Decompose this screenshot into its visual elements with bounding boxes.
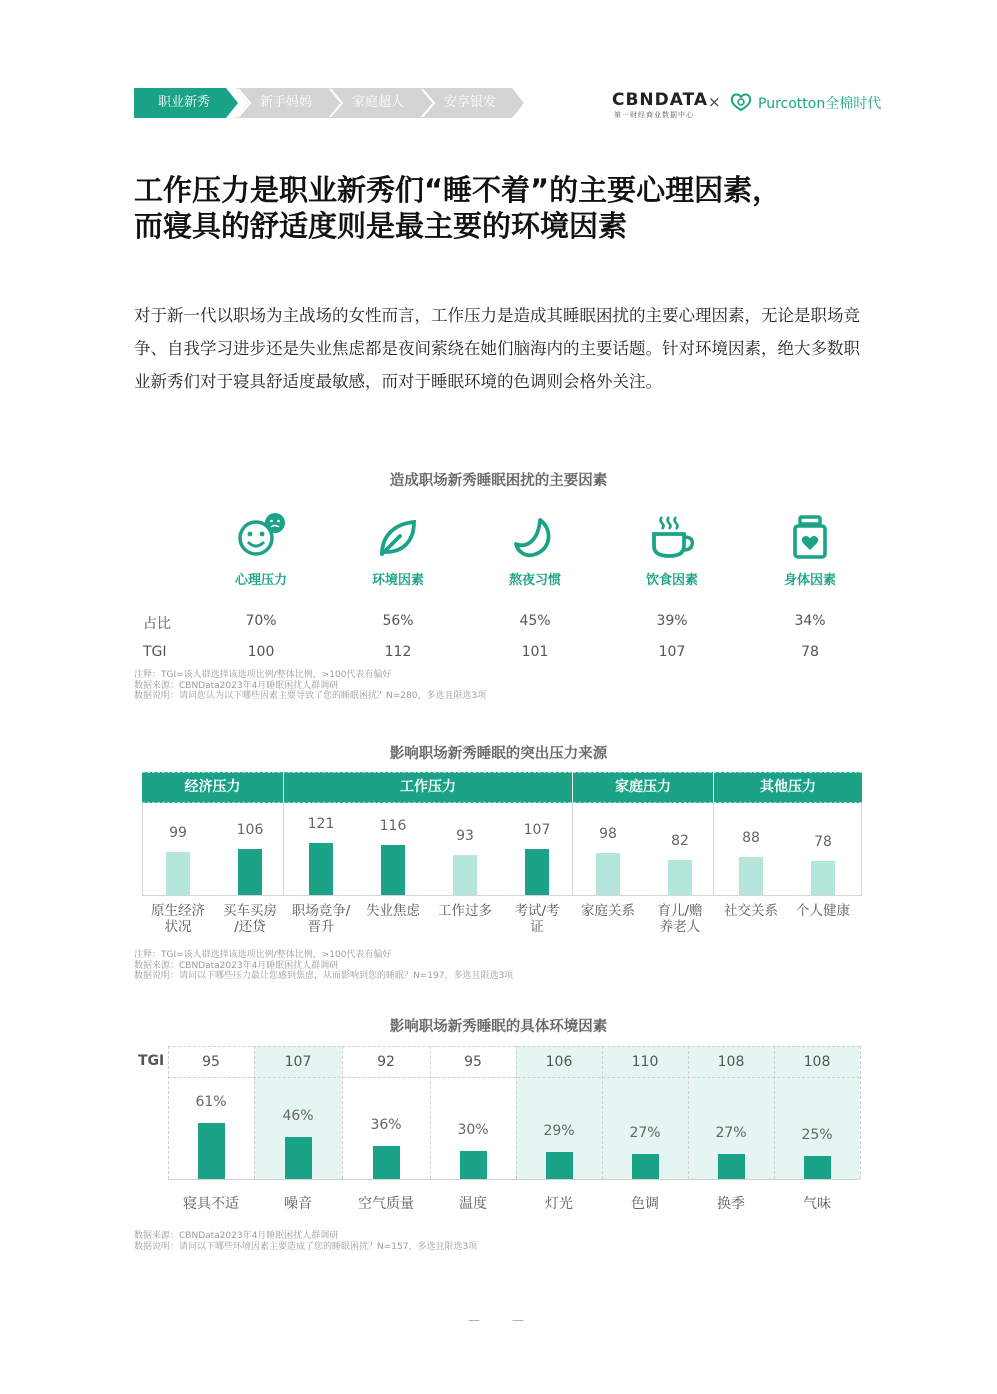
tgi-value: 101 — [521, 644, 549, 660]
label-line: 社交关系 — [724, 903, 778, 919]
stress-bar-value: 93 — [456, 828, 474, 845]
env-bar — [632, 1154, 659, 1179]
stress-category-label — [214, 903, 286, 935]
note-line: 数据说明：请问以下哪些环境因素主要造成了您的睡眠困扰？N=157，多选且限选3项 — [134, 1241, 478, 1252]
env-bar-value: 36% — [370, 1116, 402, 1133]
note-line: 注释：TGI=该人群选择该选项比例/整体比例，>100代表有偏好 — [134, 950, 392, 960]
factor-label-env: 环境因素 — [371, 573, 424, 588]
env-bar — [198, 1123, 225, 1179]
title-line-1: 工作压力是职业新秀们“睡不着”的主要心理因素， — [134, 173, 782, 207]
label-line: 家庭关系 — [581, 903, 635, 919]
moon-icon — [512, 516, 560, 560]
tgi-value: 106 — [545, 1054, 573, 1070]
env-bar-value: 30% — [457, 1122, 489, 1139]
group-header-other: 其他压力 — [714, 772, 862, 803]
chart3-title: 影响职场新秀睡眠的具体环境因素 — [389, 1019, 608, 1035]
tgi-value: 107 — [658, 644, 686, 660]
group-header-economic: 经济压力 — [142, 772, 283, 803]
tgi-value: 108 — [717, 1054, 745, 1070]
stress-bar-value: 78 — [814, 834, 832, 851]
env-bar-value: 27% — [629, 1125, 661, 1142]
pill-bottle-icon — [792, 514, 828, 560]
stress-bar — [811, 861, 835, 895]
label-line: 买车买房 — [223, 903, 277, 919]
stress-category-label — [787, 903, 859, 919]
factor-label-body: 身体因素 — [783, 573, 836, 588]
stress-bar-value: 82 — [671, 832, 689, 849]
tgi-value: 107 — [284, 1054, 312, 1070]
env-bar-value: 29% — [543, 1123, 575, 1140]
label-line: 职场竞争/ — [291, 903, 351, 919]
env-bar — [285, 1137, 312, 1179]
stress-bar — [668, 860, 692, 895]
env-category-label: 灯光 — [545, 1196, 573, 1212]
stress-bar-value: 106 — [236, 822, 264, 839]
row-label-tgi: TGI — [143, 644, 167, 660]
tgi-value: 78 — [801, 644, 819, 660]
stress-bar — [166, 852, 190, 895]
stress-bar-value: 99 — [169, 825, 187, 842]
note-line: 数据来源：CBNData2023年4月睡眠困扰人群调研 — [134, 960, 339, 971]
chart2-title: 影响职场新秀睡眠的突出压力来源 — [389, 746, 608, 762]
stress-bar — [596, 853, 620, 895]
factor-label-psych: 心理压力 — [234, 573, 287, 588]
stress-bar-value: 107 — [523, 822, 551, 839]
tgi-row-label: TGI — [138, 1053, 165, 1069]
env-category-label: 寝具不适 — [183, 1196, 239, 1212]
env-bar — [718, 1154, 745, 1179]
group-divider — [861, 803, 862, 895]
share-value: 70% — [245, 613, 277, 629]
factor-label-latenight: 熬夜习惯 — [508, 573, 561, 588]
nav-tab-mom[interactable] — [236, 88, 328, 118]
stress-bar — [381, 845, 405, 895]
label-line: /还贷 — [234, 919, 266, 935]
share-value: 39% — [656, 613, 688, 629]
stress-bar — [525, 849, 549, 895]
purcotton-logo-icon — [730, 92, 752, 112]
tgi-value: 100 — [247, 644, 275, 660]
stress-bar — [453, 855, 477, 895]
label-line: 养老人 — [659, 919, 701, 935]
label-line: 育儿/赡 — [657, 903, 703, 919]
env-category-label: 噪音 — [284, 1196, 312, 1212]
nav-tab-label: 安享银发 — [444, 95, 497, 110]
tgi-value: 110 — [631, 1054, 659, 1070]
env-category-label: 换季 — [717, 1196, 745, 1212]
env-category-label: 温度 — [459, 1196, 487, 1212]
coffee-cup-icon — [650, 514, 698, 560]
group-divider — [283, 803, 284, 895]
group-header-family: 家庭压力 — [573, 772, 713, 803]
page-footer: — — — [468, 1313, 538, 1327]
label-line: 状况 — [164, 919, 192, 935]
row-label-share: 占比 — [143, 616, 171, 632]
env-bar — [546, 1152, 573, 1179]
purcotton-logo: Purcotton全棉时代 — [758, 96, 882, 112]
group-divider — [572, 803, 573, 895]
env-category-label: 气味 — [803, 1196, 831, 1212]
env-bar — [804, 1156, 831, 1179]
tgi-value: 92 — [377, 1054, 395, 1070]
smiley-icon — [236, 512, 288, 560]
stress-category-label — [644, 903, 716, 935]
header-dash — [142, 772, 862, 774]
label-line: 原生经济 — [151, 903, 205, 919]
stress-category-label — [715, 903, 787, 919]
section-nav — [134, 88, 524, 118]
stress-category-label — [142, 903, 214, 935]
nav-tab-silver[interactable] — [420, 88, 524, 118]
label-line: 失业焦虑 — [366, 903, 420, 919]
chart1-notes — [134, 670, 486, 702]
factor-label-diet: 饮食因素 — [645, 573, 698, 588]
chart2-notes — [134, 950, 513, 982]
nav-tab-label: 新手妈妈 — [260, 95, 313, 110]
label-line: 个人健康 — [796, 903, 850, 919]
column-divider — [860, 1046, 861, 1179]
env-bar-value: 25% — [801, 1127, 833, 1144]
env-bar — [373, 1146, 400, 1179]
chart3-notes — [134, 1231, 477, 1252]
env-bar-value: 27% — [715, 1125, 747, 1142]
note-line: 注释：TGI=该人群选择该选项比例/整体比例，>100代表有偏好 — [134, 670, 392, 680]
note-line: 数据来源：CBNData2023年4月睡眠困扰人群调研 — [134, 680, 339, 691]
label-line: 考试/考 — [514, 903, 560, 919]
leaf-icon — [376, 516, 420, 560]
chart1-title: 造成职场新秀睡眠困扰的主要因素 — [389, 473, 608, 489]
note-line: 数据来源：CBNData2023年4月睡眠困扰人群调研 — [134, 1231, 339, 1241]
cbndata-logo-subtitle: 第一财经商业数据中心 — [614, 111, 694, 119]
nav-tab-family[interactable] — [328, 88, 420, 118]
stress-bar-value: 121 — [307, 816, 335, 832]
chart2-baseline — [142, 895, 862, 896]
times-sign: × — [708, 93, 721, 111]
share-value: 34% — [794, 613, 826, 629]
stress-category-label — [572, 903, 644, 919]
tgi-value: 95 — [202, 1054, 220, 1070]
env-bar-value: 46% — [282, 1107, 314, 1124]
stress-bar — [309, 843, 333, 895]
cbndata-logo: CBNDATA — [612, 90, 709, 110]
env-bar-value: 61% — [195, 1094, 227, 1110]
stress-bar-value: 88 — [742, 830, 760, 847]
intro-paragraph: 对于新一代以职场为主战场的女性而言，工作压力是造成其睡眠困扰的主要心理因素，无论是职场竞争、自我学习进步还是失业焦虑都是夜间萦绕在她们脑海内的主要话题。针对环境因素，绝大多数职业新秀们对于寝具舒适度最敏感，而对于睡眠环境的色调则会格外关注。 — [134, 306, 860, 391]
env-category-label: 色调 — [631, 1196, 659, 1212]
tgi-value: 95 — [464, 1054, 482, 1070]
chart3-baseline — [168, 1179, 860, 1180]
stress-bar — [739, 857, 763, 895]
share-value: 45% — [519, 613, 551, 629]
stress-category-label — [285, 903, 357, 935]
note-line: 数据说明：请问以下哪些压力最让您感到焦虑，从而影响到您的睡眠？N=197，多选且限选3项 — [134, 971, 514, 981]
stress-bar-value: 98 — [599, 825, 617, 842]
stress-category-label — [501, 903, 573, 935]
env-category-label: 空气质量 — [358, 1196, 414, 1212]
group-divider — [713, 803, 714, 895]
group-header-work: 工作压力 — [284, 772, 572, 803]
title-line-2: 而寝具的舒适度则是最主要的环境因素 — [134, 209, 628, 243]
note-line: 数据说明：请问您认为以下哪些因素主要导致了您的睡眠困扰？N=280，多选且限选3项 — [134, 691, 487, 701]
grid-line-mid — [168, 1077, 860, 1078]
nav-tab-career[interactable] — [134, 88, 236, 118]
stress-bar-value: 116 — [379, 818, 407, 835]
stress-category-label — [357, 903, 429, 919]
nav-tab-label: 职业新秀 — [158, 95, 211, 110]
label-line: 证 — [530, 919, 544, 935]
label-line: 工作过多 — [438, 903, 492, 919]
nav-tab-label: 家庭超人 — [352, 95, 405, 110]
header-dash — [142, 802, 862, 804]
stress-bar — [238, 849, 262, 895]
group-divider — [142, 803, 143, 895]
tgi-value: 112 — [384, 644, 412, 660]
label-line: 晋升 — [307, 919, 335, 935]
stress-category-label — [429, 903, 501, 919]
tgi-value: 108 — [803, 1054, 831, 1070]
share-value: 56% — [382, 613, 414, 629]
env-bar — [460, 1151, 487, 1179]
page-title — [134, 172, 874, 244]
